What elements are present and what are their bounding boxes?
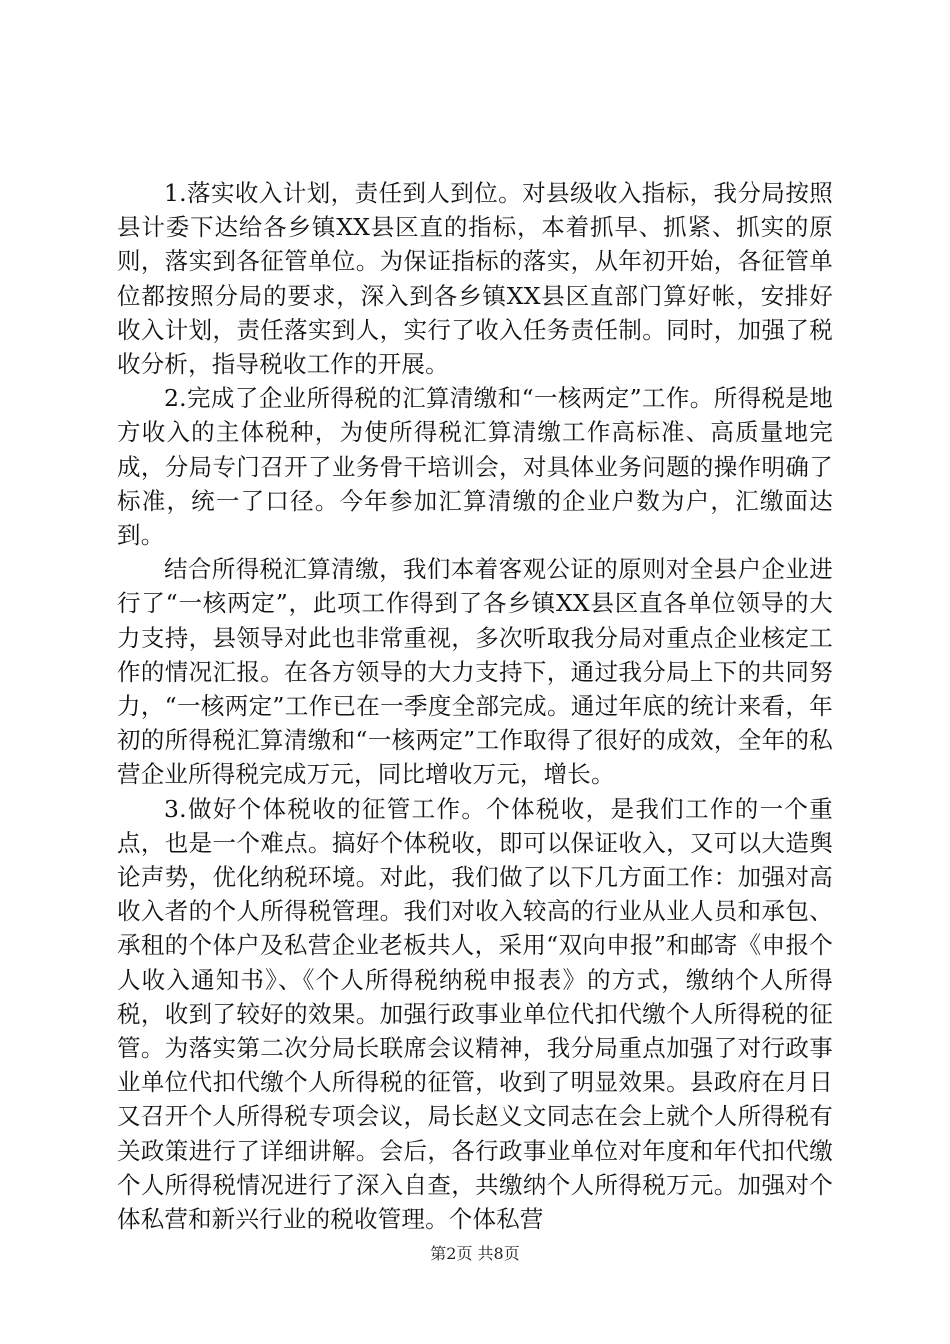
paragraph-1: 1.落实收入计划，责任到人到位。对县级收入指标，我分局按照县计委下达给各乡镇XX县区直的指标，本着抓早、抓紧、抓实的原则，落实到各征管单位。为保证指标的落实，从年初开始，各征管单位都按照分局的要求，深入到各乡镇XX县区直部门算好帐，安排好收入计划，责任落实到人，实行了收入任务责任制。同时，加强了税收分析，指导税收工作的开展。: [117, 179, 833, 379]
paragraph-4: 3.做好个体税收的征管工作。个体税收，是我们工作的一个重点，也是一个难点。搞好个体税收，即可以保证收入，又可以大造舆论声势，优化纳税环境。对此，我们做了以下几方面工作：加强对高收入者的个人所得税管理。我们对收入较高的行业从业人员和承包、承租的个体户及私营企业老板共人，采用“双向申报”和邮寄《申报个人收入通知书》、《个人所得税纳税申报表》的方式，缴纳个人所得税，收到了较好的效果。加强行政事业单位代扣代缴个人所得税的征管。为落实第二次分局长联席会议精神，我分局重点加强了对行政事业单位代扣代缴个人所得税的征管，收到了明显效果。县政府在月日又召开个人所得税专项会议，局长赵义文同志在会上就个人所得税有关政策进行了详细讲解。会后，各行政事业单位对年度和年代扣代缴个人所得税情况进行了深入自查，共缴纳个人所得税万元。加强对个体私营和新兴行业的税收管理。个体私营: [117, 794, 833, 1234]
paragraph-2: 2.完成了企业所得税的汇算清缴和“一核两定”工作。所得税是地方收入的主体税种，为使所得税汇算清缴工作高标准、高质量地完成，分局专门召开了业务骨干培训会，对具体业务问题的操作明确了标准，统一了口径。今年参加汇算清缴的企业户数为户，汇缴面达到。: [117, 384, 833, 550]
paragraph-3: 结合所得税汇算清缴，我们本着客观公证的原则对全县户企业进行了“一核两定”，此项工作得到了各乡镇XX县区直各单位领导的大力支持，县领导对此也非常重视，多次听取我分局对重点企业核定工作的情况汇报。在各方领导的大力支持下，通过我分局上下的共同努力，“一核两定”工作已在一季度全部完成。通过年底的统计来看，年初的所得税汇算清缴和“一核两定”工作取得了很好的成效，全年的私营企业所得税完成万元，同比增收万元，增长。: [117, 555, 833, 789]
document-body: [117, 176, 833, 1236]
page-footer: 第2页 共8页: [430, 1244, 520, 1263]
